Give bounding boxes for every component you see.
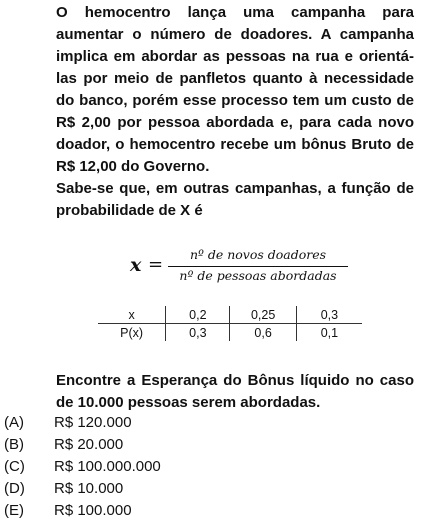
option-letter: (E) [4,502,24,519]
option-text: R$ 120.000 [54,414,132,431]
table-cell: 0,6 [230,324,296,342]
table-row [98,324,362,342]
question-stem [56,2,414,222]
option-b[interactable] [4,434,161,456]
option-letter: (C) [4,458,25,475]
option-text: R$ 10.000 [54,480,124,497]
table-cell: 0,25 [230,306,296,324]
table-cell: 0,2 [166,306,230,324]
stem-paragraph-2: Sabe-se que, em outras campanhas, a função de probabilidade de X é [56,180,414,219]
formula-numerator: nº de novos doadores [189,247,327,262]
formula-equals: = [148,254,164,275]
table-cell: x [98,306,166,324]
table-cell: 0,3 [296,306,362,324]
question-prompt: Encontre a Esperança do Bônus líquido no caso de 10.000 pessoas serem abordadas. [56,372,414,411]
option-letter: (D) [4,480,25,497]
table-row [98,306,362,324]
option-d[interactable] [4,478,161,500]
option-letter: (A) [4,414,24,431]
formula-variable: x [130,254,142,276]
option-letter: (B) [4,436,24,453]
table-cell: 0,1 [320,325,339,340]
table-cell: P(x) [98,324,166,342]
answer-options [4,412,161,522]
option-c[interactable] [4,456,161,478]
option-text: R$ 20.000 [54,436,124,453]
option-a[interactable] [4,412,161,434]
stem-paragraph-1: O hemocentro lança uma campanha para aumentar o número de doadores. A campanha implica em abordar as pessoas na rua e orientá-las por meio de panfletos quanto à necessidade do banco, porém esse processo tem um custo de R$ 2,00 por pessoa abordada e, para cada novo doador, o hemocentro recebe um bônus Bruto de R$ 12,00 do Governo. [56,4,414,175]
table-cell: 0,3 [166,324,230,342]
fraction-bar [168,266,348,267]
probability-formula [130,247,350,287]
formula-denominator: nº de pessoas abordadas [179,268,337,283]
option-text: R$ 100.000 [54,502,132,519]
option-e[interactable] [4,500,161,522]
option-text: R$ 100.000.000 [54,458,161,475]
probability-table [98,306,362,341]
